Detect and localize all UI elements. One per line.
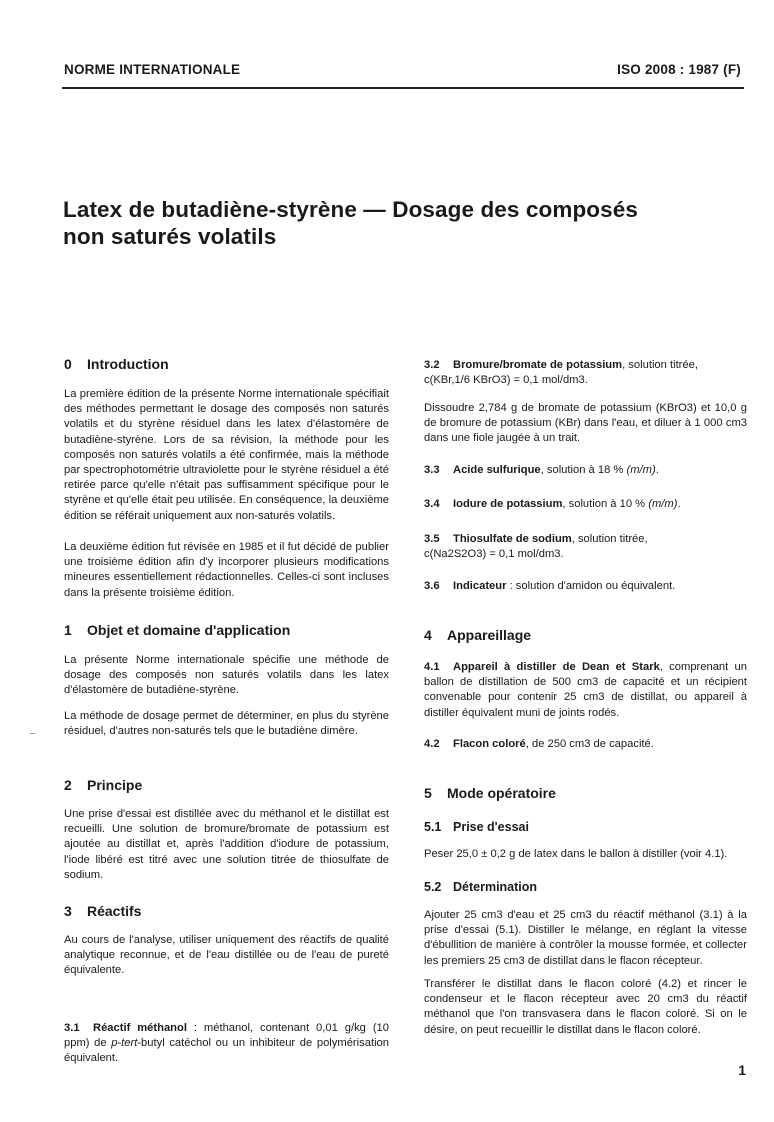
header-standard-reference: ISO 2008 : 1987 (F) (617, 62, 741, 77)
margin-mark (30, 733, 35, 734)
clause-3-2: 3.2 Bromure/bromate de potassium, solution titrée, c(KBr,1/6 KBrO3) = 0,1 mol/dm3. (424, 359, 698, 387)
subsection-5-2-paragraph-2: Transférer le distillat dans le flacon coloré (4.2) et rincer le condenseur et le flacon récepteur avec 20 cm3 du réactif méthanol que l'on transvasera dans le flacon coloré. Si on le désire, on peut recueillir le distillat dans le flacon coloré. (424, 978, 747, 1036)
subsection-5-1-heading: 5.1 Prise d'essai (424, 820, 529, 834)
section-1-heading: 1 Objet et domaine d'application (64, 622, 291, 638)
section-3-heading: 3 Réactifs (64, 903, 142, 919)
section-0-paragraph-2: La deuxième édition fut révisée en 1985 et il fut décidé de publier une troisième édition afin d'y incorporer plusieurs modifications mineures essentiellement rédactionnelles. Celles-ci sont incluses dans la présente troisième édition. (64, 541, 389, 599)
section-1-paragraph-1: La présente Norme internationale spécifie une méthode de dosage des composés non saturés volatils dans les latex d'élastomère de butadiène-styrène. (64, 654, 389, 697)
title-line-2: non saturés volatils (63, 224, 277, 249)
clause-4-1: 4.1 Appareil à distiller de Dean et Stark, comprenant un ballon de distillation de 500 cm3 de capacité et un récipient convenable pour contenir 25 cm3 de distillat, ou appareil à distiller équivalent muni de joints rodés. (424, 661, 747, 719)
clause-3-4: 3.4 Iodure de potassium, solution à 10 % (m/m). (424, 498, 681, 510)
header-standard-type: NORME INTERNATIONALE (64, 62, 241, 77)
subsection-5-1-paragraph: Peser 25,0 ± 0,2 g de latex dans le ballon à distiller (voir 4.1). (424, 848, 728, 860)
subsection-5-2-heading: 5.2 Détermination (424, 880, 538, 894)
page-number: 1 (738, 1062, 746, 1078)
title-line-1: Latex de butadiène-styrène — Dosage des composés (63, 197, 638, 222)
section-2-paragraph: Une prise d'essai est distillée avec du méthanol et le distillat est recueilli. Une solution de bromure/bromate de potassium est ajoutée au distillat et, après l'addition d'iodure de potassium, l'iode libéré est titré avec une solution titrée de thiosulfate de sodium. (64, 808, 389, 881)
section-5-heading: 5 Mode opératoire (424, 785, 556, 801)
section-1-paragraph-2: La méthode de dosage permet de déterminer, en plus du styrène résiduel, d'autres non-saturés tels que le butadiène dimère. (64, 710, 389, 738)
section-0-heading: 0 Introduction (64, 356, 169, 372)
header-rule (62, 87, 744, 89)
clause-3-2-paragraph: Dissoudre 2,784 g de bromate de potassium (KBrO3) et 10,0 g de bromure de potassium (KBr) dans l'eau, et diluer à 1 000 cm3 dans une fiole jaugée à un trait. (424, 402, 747, 445)
section-0-paragraph-1: La première édition de la présente Norme internationale spécifiait des méthodes permettant le dosage des composés non saturés volatils et du styrène résiduel dans les latex d'élastomère de butadiène-styrène. Lors de sa révision, la méthode pour les composés non saturés volatils a été confirmée, mais la méthode par spectrophotométrie ultraviolette pour le styrène résiduel a été retirée parce qu'elle n'était pas suffisamment spécifique pour le styrène et qu'elle était peu utilisée. En conséquence, la deuxième édition se référait uniquement aux non-saturés volatils. (64, 388, 389, 522)
clause-3-3: 3.3 Acide sulfurique, solution à 18 % (m/m). (424, 464, 659, 476)
section-3-paragraph: Au cours de l'analyse, utiliser uniquement des réactifs de qualité analytique reconnue, et de l'eau distillée ou de l'eau de pureté équivalente. (64, 934, 389, 977)
clause-3-5-formula: c(Na2S2O3) = 0,1 mol/dm3. (424, 548, 564, 561)
clause-4-2: 4.2 Flacon coloré, de 250 cm3 de capacité. (424, 738, 654, 750)
clause-3-5: 3.5 Thiosulfate de sodium, solution titrée, c(Na2S2O3) = 0,1 mol/dm3. (424, 533, 648, 561)
section-4-heading: 4 Appareillage (424, 627, 532, 643)
section-2-heading: 2 Principe (64, 777, 143, 793)
subsection-5-2-paragraph-1: Ajouter 25 cm3 d'eau et 25 cm3 du réactif méthanol (3.1) à la prise d'essai (5.1). Distiller le mélange, en réglant la vitesse d'ébullition de manière à contrôler la mousse formée, et collecter les premiers 25 cm3 de distillat dans le flacon récepteur. (424, 909, 747, 967)
clause-3-2-formula: c(KBr,1/6 KBrO3) = 0,1 mol/dm3. (424, 374, 588, 387)
document-title (63, 196, 723, 250)
clause-3-1: 3.1 Réactif méthanol : méthanol, contenant 0,01 g/kg (10 ppm) de p-tert-butyl catéchol ou un inhibiteur de polymérisation équivalent. (64, 1022, 390, 1065)
clause-3-6: 3.6 Indicateur : solution d'amidon ou équivalent. (424, 580, 676, 592)
